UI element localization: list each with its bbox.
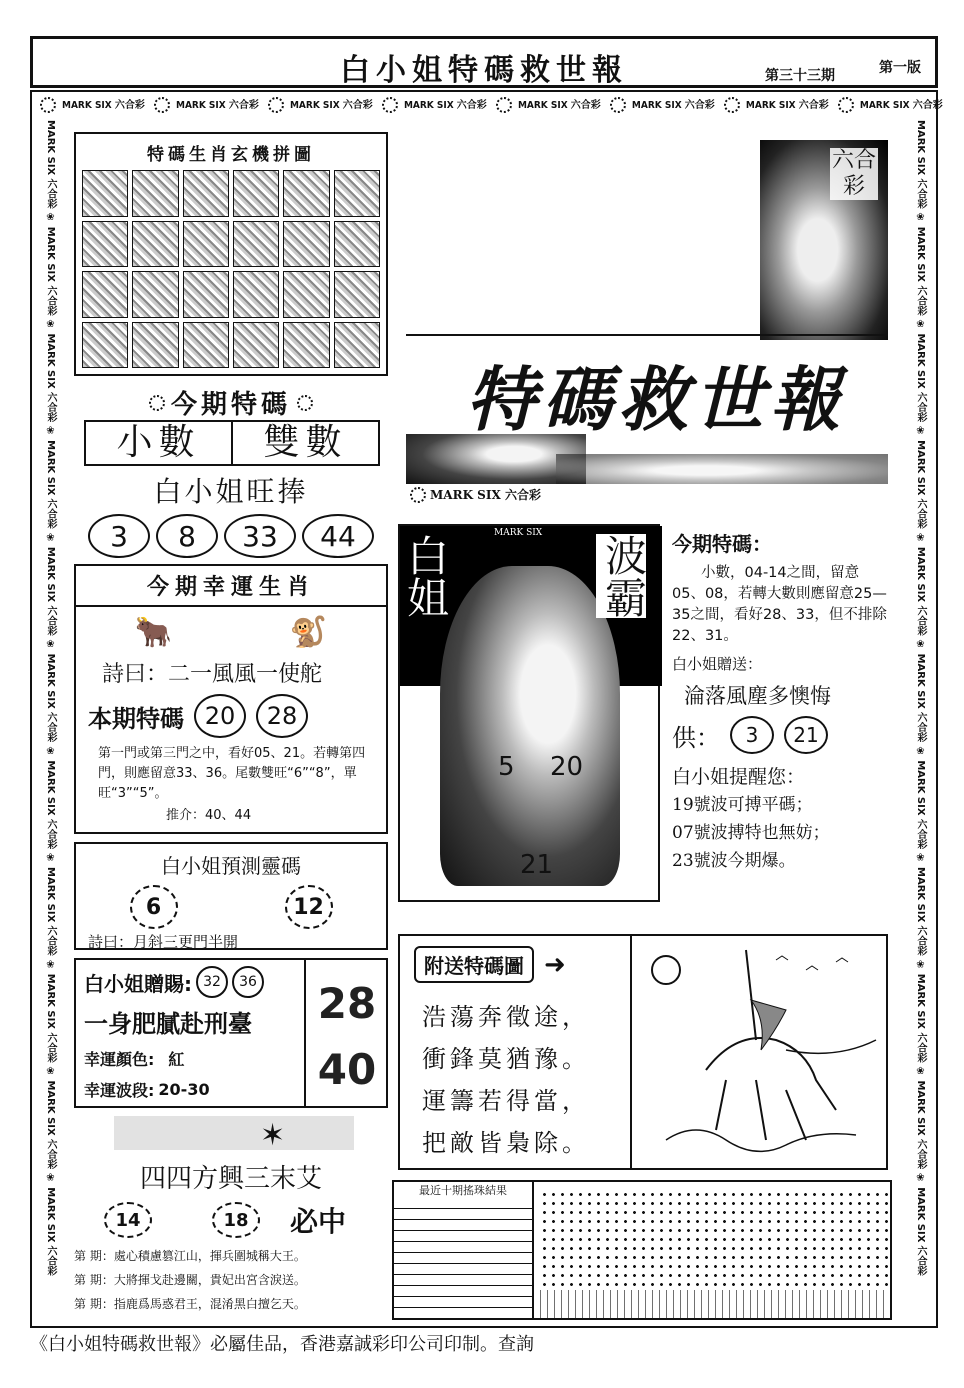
- sisi-panel: [74, 1116, 388, 1242]
- code-number: 28: [256, 694, 308, 738]
- rule: [406, 334, 888, 336]
- banner-text: MARK SIX 六合彩: [915, 1187, 926, 1276]
- banner-text: MARK SIX 六合彩: [45, 226, 56, 316]
- wave-label: 幸運波段:: [84, 1081, 155, 1100]
- arrow-right-icon: ➜: [544, 949, 566, 980]
- flower-icon: [154, 97, 170, 113]
- gift-number: 36: [232, 966, 264, 998]
- banner-text: MARK SIX 六合彩: [45, 1187, 56, 1276]
- banner-text: MARK SIX 六合彩: [915, 1080, 926, 1170]
- banner-text: MARK SIX 六合彩: [915, 120, 926, 209]
- banner-text: MARK SIX 六合彩: [45, 333, 56, 423]
- marksix-logo-icon: [410, 487, 426, 503]
- puzzle-piece: [132, 322, 178, 369]
- right-banner: MARK SIX 六合彩 ❀ MARK SIX 六合彩 ❀ MARK SIX 六合彩 ❀ MARK SIX 六合彩 ❀ MARK SIX 六合彩 ❀ MARK SIX 六合彩 ❀ MARK SIX 六合彩 ❀ MARK SIX 六合彩 ❀ MARK SIX 六合彩 ❀ MARK SIX 六合彩 ❀ MARK SIX 六合彩: [915, 120, 926, 1276]
- results-rows: [394, 1198, 532, 1318]
- photo-mark: MARK SIX: [494, 528, 543, 538]
- left-banner: MARK SIX 六合彩 ❀ MARK SIX 六合彩 ❀ MARK SIX 六合彩 ❀ MARK SIX 六合彩 ❀ MARK SIX 六合彩 ❀ MARK SIX 六合彩 ❀ MARK SIX 六合彩 ❀ MARK SIX 六合彩 ❀ MARK SIX 六合彩 ❀ MARK SIX 六合彩 ❀ MARK SIX 六合彩: [45, 120, 56, 1276]
- puzzle-piece: [82, 170, 128, 217]
- banner-text: MARK SIX 六合彩: [45, 760, 56, 850]
- banner-text: MARK SIX 六合彩: [915, 333, 926, 423]
- puzzle-piece: [283, 271, 329, 318]
- cover-logo: 六合彩: [831, 148, 876, 199]
- wang-bang-number: 33: [224, 514, 296, 558]
- gift-number: 32: [196, 966, 228, 998]
- verse-line: 第 期：指鹿爲馬惑君王，混淆黑白擅乞天。: [74, 1297, 306, 1311]
- puzzle-grid: [82, 170, 380, 368]
- puzzle-piece: [283, 170, 329, 217]
- wave-value: 20-30: [158, 1080, 210, 1099]
- banner-text: MARK SIX 六合彩: [175, 100, 259, 111]
- analysis-gong: 供：: [672, 723, 720, 752]
- banner-text: MARK SIX 六合彩: [915, 546, 926, 636]
- puzzle-piece: [334, 271, 380, 318]
- banner-text: MARK SIX 六合彩: [45, 867, 56, 956]
- lucky-zodiac-heading: 今期幸運生肖: [76, 566, 386, 607]
- photo-right-text: 波霸: [596, 534, 646, 618]
- size-parity-box: [84, 420, 380, 466]
- code-label: 本期特碼: [88, 703, 184, 733]
- banner-text: MARK SIX 六合彩: [915, 760, 926, 850]
- divider: [304, 960, 306, 1106]
- banner-text: MARK SIX 六合彩: [45, 120, 56, 209]
- size-value: 小數: [86, 422, 233, 464]
- banner-text: MARK SIX 六合彩: [915, 226, 926, 316]
- wang-bang-number: 8: [156, 514, 218, 558]
- cover-shadow: [556, 454, 888, 484]
- prediction-panel: [74, 842, 388, 950]
- analysis-gift-label: 白小姐贈送：: [672, 655, 763, 673]
- results-labels: [394, 1182, 534, 1318]
- verses: [74, 1244, 392, 1324]
- puzzle-piece: [82, 271, 128, 318]
- verse-line: 第 期：大將揮戈赴邊關，貴妃出宮含淚送。: [74, 1273, 306, 1287]
- color-value: 紅: [168, 1050, 185, 1069]
- flower-icon: [268, 97, 284, 113]
- puzzle-piece: [82, 322, 128, 369]
- code-number: 20: [194, 694, 246, 738]
- flower-icon: [610, 97, 626, 113]
- puzzle-piece: [132, 271, 178, 318]
- gift-big-number: 28: [317, 978, 377, 1028]
- puzzle-piece: [183, 170, 229, 217]
- attached-panel: [398, 934, 888, 1170]
- attached-line: 浩蕩奔徵途，: [422, 1003, 590, 1031]
- puzzle-piece: [132, 221, 178, 268]
- masthead-title: 白小姐特碼救世報: [340, 53, 628, 88]
- gift-label: 白小姐贈賜:: [84, 971, 192, 996]
- puzzle-piece: [233, 170, 279, 217]
- gift-big-number: 40: [317, 1044, 377, 1094]
- flower-icon: [149, 395, 165, 411]
- puzzle-piece: [334, 170, 380, 217]
- photo-panel: [398, 524, 660, 902]
- puzzle-piece: [283, 221, 329, 268]
- banner-text: MARK SIX 六合彩: [45, 440, 56, 529]
- color-label: 幸運顏色:: [84, 1050, 155, 1069]
- reminder-line: 07號波搏特也無妨；: [672, 823, 830, 843]
- analysis-poem: 淪落風塵多懊悔: [684, 684, 831, 708]
- wang-bang-heading: 白小姐旺捧: [153, 475, 309, 508]
- warrior-illustration: [636, 940, 884, 1166]
- puzzle-panel: [74, 132, 388, 376]
- gift-phrase: 一身肥膩赴刑臺: [84, 1010, 252, 1038]
- banner-text: MARK SIX 六合彩: [915, 653, 926, 743]
- this-issue-heading: 今期特碼: [170, 390, 291, 420]
- banner-text: MARK SIX 六合彩: [45, 546, 56, 636]
- puzzle-piece: [233, 322, 279, 369]
- must-win: 必中: [290, 1205, 347, 1238]
- banner-text: MARK SIX 六合彩: [745, 100, 829, 111]
- monkey-icon: 🐒: [289, 614, 328, 650]
- wang-bang: [74, 470, 388, 553]
- flower-icon: [496, 97, 512, 113]
- puzzle-piece: [233, 271, 279, 318]
- puzzle-piece: [183, 322, 229, 369]
- analysis-panel: [672, 528, 892, 908]
- puzzle-piece: [334, 221, 380, 268]
- puzzle-piece: [183, 221, 229, 268]
- gift-panel: [74, 958, 388, 1108]
- reminder-line: 19號波可搏平碼；: [672, 795, 813, 815]
- cover-brand-text: MARK SIX 六合彩: [430, 488, 541, 502]
- sisi-text: 四四方興三末艾: [139, 1164, 322, 1194]
- banner-text: MARK SIX 六合彩: [859, 100, 943, 111]
- model-photo: [440, 566, 620, 886]
- banner-text: MARK SIX 六合彩: [915, 440, 926, 529]
- remind-heading: 白小姐提醒您：: [672, 766, 806, 788]
- footer-text: 《白小姐特碼救世報》必屬佳品，香港嘉誠彩印公司印制。查詢: [30, 1334, 534, 1355]
- wang-bang-number: 44: [302, 514, 374, 558]
- attached-line: 衝鋒莫猶豫。: [422, 1045, 590, 1073]
- prediction-heading: 白小姐預測靈碼: [161, 854, 301, 878]
- prediction-number: 6: [130, 885, 178, 929]
- flower-icon: [724, 97, 740, 113]
- analysis-heading: 今期特碼：: [672, 532, 772, 556]
- parity-value: 雙數: [263, 422, 348, 463]
- zodiac-poem: 詩曰：二一風風一使舵: [102, 662, 323, 687]
- banner-text: MARK SIX 六合彩: [45, 973, 56, 1063]
- issue-number: 第三十三期: [765, 68, 835, 84]
- zodiac-note: 第一門或第三門之中，看好05、21。若轉第四門，則應留意33、36。尾數雙旺“6”“8”，單旺“3”“5”。: [98, 746, 366, 801]
- wang-bang-number: 3: [88, 514, 150, 558]
- puzzle-piece: [283, 322, 329, 369]
- photo-number: 20: [550, 752, 584, 782]
- puzzle-piece: [183, 271, 229, 318]
- attached-line: 運籌若得當，: [422, 1087, 590, 1115]
- puzzle-piece: [82, 221, 128, 268]
- attached-lines: [422, 996, 590, 1164]
- results-number-row: [540, 1290, 888, 1318]
- results-dot-grid: [540, 1190, 888, 1286]
- attached-heading: 附送特碼圖: [414, 946, 534, 983]
- banner-text: MARK SIX 六合彩: [517, 100, 601, 111]
- verse-line: 第 期：處心積慮篡江山，揮兵圍城稱大王。: [74, 1249, 306, 1263]
- divider: [630, 936, 632, 1168]
- puzzle-piece: [132, 170, 178, 217]
- prediction-poem: 詩曰：月斜三更門半開: [88, 933, 239, 951]
- analysis-number: 21: [784, 716, 828, 754]
- banner-text: MARK SIX 六合彩: [45, 1080, 56, 1170]
- analysis-number: 3: [730, 716, 774, 754]
- reminder-line: 23號波今期爆。: [672, 851, 796, 871]
- sisi-number: 18: [212, 1202, 260, 1238]
- results-panel: [392, 1180, 892, 1320]
- banner-text: MARK SIX 六合彩: [45, 653, 56, 743]
- sisi-number: 14: [104, 1202, 152, 1238]
- flower-icon: [838, 97, 854, 113]
- puzzle-title: 特碼生肖玄機拼圖: [147, 145, 315, 165]
- photo-left-text: 白姐: [401, 534, 450, 618]
- ox-icon: 🐂: [134, 614, 173, 650]
- this-issue-code: [74, 384, 388, 466]
- edition-label: 第一版: [879, 60, 921, 76]
- cover-portrait: [760, 140, 888, 340]
- lucky-zodiac-panel: [74, 564, 388, 834]
- puzzle-piece: [233, 221, 279, 268]
- banner-text: MARK SIX 六合彩: [62, 100, 145, 111]
- flower-icon: [382, 97, 398, 113]
- attached-line: 把敵皆梟除。: [422, 1129, 590, 1157]
- puzzle-piece: [334, 322, 380, 369]
- masthead: [30, 36, 938, 88]
- banner-text: MARK SIX 六合彩: [289, 100, 373, 111]
- prediction-number: 12: [285, 885, 333, 929]
- cover-title: 特碼救世報: [466, 358, 846, 441]
- results-heading: 最近十期搖珠結果: [394, 1182, 532, 1199]
- photo-number: 5: [498, 752, 515, 782]
- banner-text: MARK SIX 六合彩: [403, 100, 487, 111]
- flower-icon: [297, 395, 313, 411]
- banner-text: MARK SIX 六合彩: [631, 100, 715, 111]
- flower-icon: [40, 97, 56, 113]
- cover-brand: [410, 486, 541, 503]
- photo-number: 21: [520, 850, 554, 880]
- star-icon: ✶: [260, 1118, 286, 1153]
- banner-text: MARK SIX 六合彩: [915, 867, 926, 956]
- cover-banner: [406, 334, 888, 484]
- banner-text: MARK SIX 六合彩: [915, 973, 926, 1063]
- top-banner: [34, 96, 943, 116]
- faded-banner: [114, 1116, 354, 1150]
- analysis-body: 小數，04-14之間，留意05、08，若轉大數則應留意25—35之間，看好28、33，但不排除22、31。: [672, 565, 887, 644]
- zodiac-recommend: 推介：40、44: [166, 808, 252, 823]
